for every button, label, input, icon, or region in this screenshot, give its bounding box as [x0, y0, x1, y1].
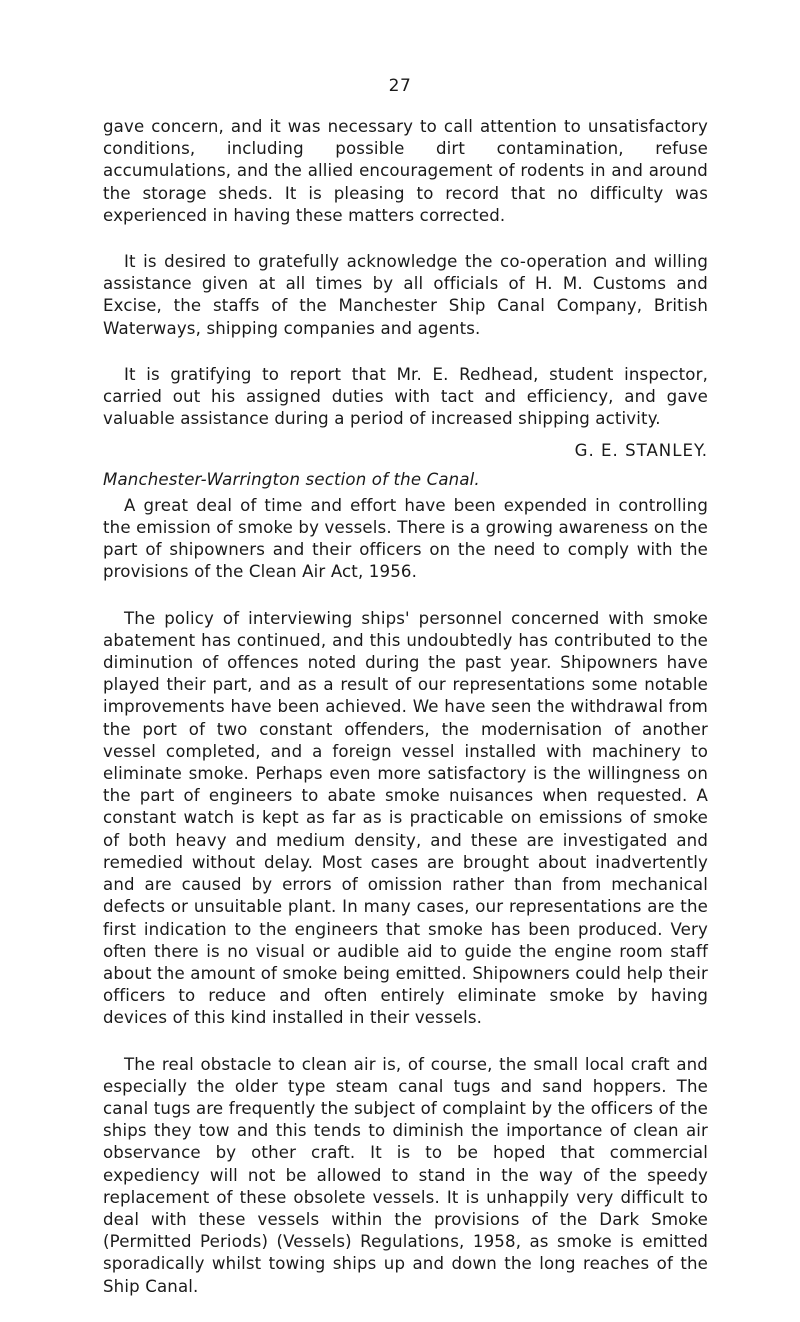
page-number: 27 [388, 76, 412, 96]
section-heading: Manchester-Warrington section of the Canal. [103, 469, 480, 489]
paragraph-interview-policy: The policy of interviewing ships' personnel concerned with smoke abatement has continued, and this undoubtedly has contributed to the diminution of offences noted during the past year. Shipowners have played their part, and as a result of our representations some notable improvements have been achieved. We have seen the withdrawal from the port of two constant offenders, the modernisation of another vessel completed, and a foreign vessel installed with machinery to eliminate smoke. Perhaps even more satisfactory is the willingness on the part of engineers to abate smoke nuisances when requested. A constant watch is kept as far as is practicable on emissions of smoke of both heavy and medium density, and these are investigated and remedied without delay. Most cases are brought about inadvertently and are caused by errors of omission rather than from mechanical defects or unsuitable plant. In many cases, our representations are the first indication to the engineers that smoke has been produced. Very often there is no visual or audible aid to guide the engine room staff about the amount of smoke being emitted. Shipowners could help their officers to reduce and often entirely eliminate smoke by having devices of this kind installed in their vessels. [103, 608, 708, 1028]
signature: G. E. STANLEY. [574, 441, 708, 461]
paragraph-smoke-emission: A great deal of time and effort have been expended in controlling the emission of smoke by vessels. There is a growing awareness on the part of shipowners and their officers on the need to comply with the provisions of the Clean Air Act, 1956. [103, 495, 708, 582]
paragraph-student-inspector: It is gratifying to report that Mr. E. Redhead, student inspector, carried out his assigned duties with tact and efficiency, and gave valuable assistance during a period of increased shipping activity. [103, 364, 708, 429]
paragraph-acknowledgement: It is desired to gratefully acknowledge the co-operation and willing assistance given at all times by all officials of H. M. Customs and Excise, the staffs of the Manchester Ship Canal Company, British Waterways, shipping companies and agents. [103, 252, 708, 338]
body-text [103, 116, 708, 1322]
paragraph-canal-tugs: The real obstacle to clean air is, of course, the small local craft and especially the older type steam canal tugs and sand hoppers. The canal tugs are frequently the subject of complaint by the officers of the ships they tow and this tends to diminish the importance of clean air observance by other craft. It is to be hoped that commercial expediency will not be allowed to stand in the way of the speedy replacement of these obsolete vessels. It is unhappily very difficult to deal with these vessels within the provisions of the Dark Smoke (Permitted Periods) (Vessels) Regulations, 1958, as smoke is emitted sporadically whilst towing ships up and down the long reaches of the Ship Canal. [103, 1054, 708, 1296]
paragraph-storage-sheds: gave concern, and it was necessary to call attention to unsatisfactory conditions, including possible dirt contamination, refuse accumulations, and the allied encouragement of rodents in and around the storage sheds. It is pleasing to record that no difficulty was experienced in having these matters corrected. [103, 117, 708, 225]
